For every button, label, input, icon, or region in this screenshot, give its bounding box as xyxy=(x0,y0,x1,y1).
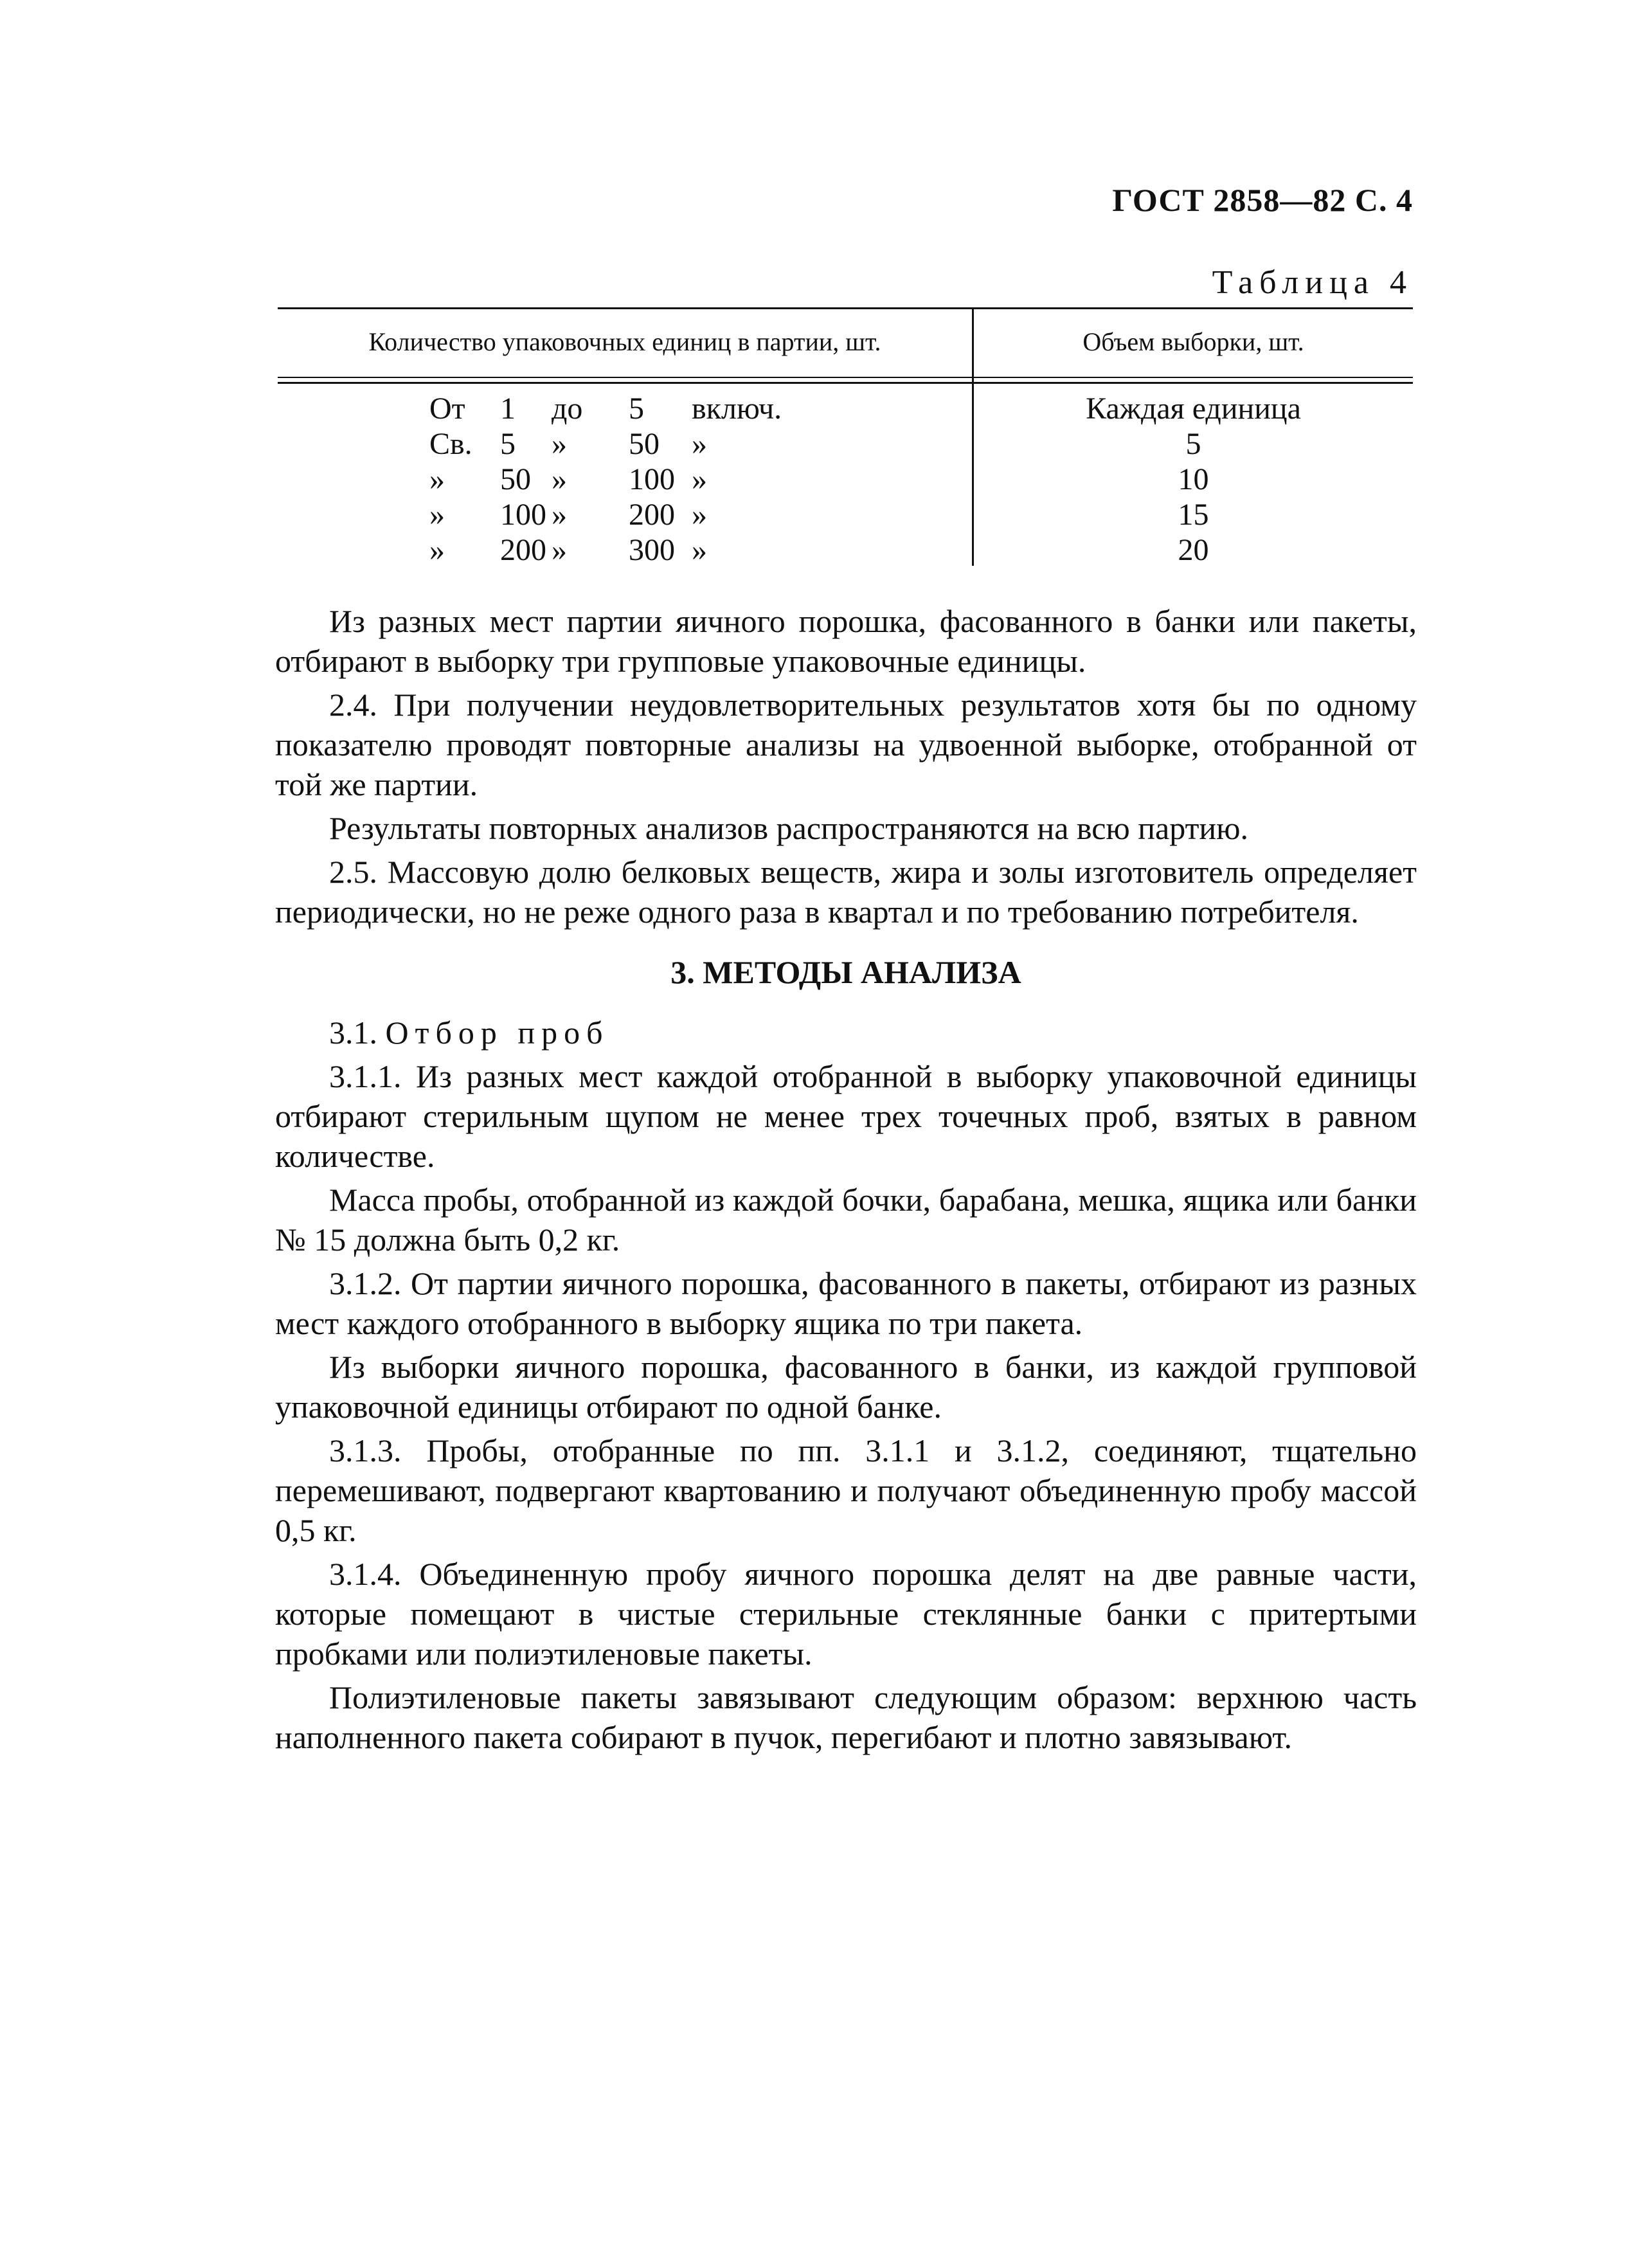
column-header-quantity: Количество упаковочных единиц в партии, шт. xyxy=(368,327,881,356)
table-header-rule-double xyxy=(278,382,1413,384)
paragraph: Из выборки яичного порошка, фасованного в банки, из каждой групповой упаковочной единицы отбирают по одной банке. xyxy=(275,1349,1417,1425)
document-reference: ГОСТ 2858—82 С. 4 xyxy=(1112,182,1413,218)
table-top-rule xyxy=(278,307,1413,309)
subsection-heading xyxy=(275,1013,1417,1052)
paragraph: 3.1.1. Из разных мест каждой отобранной в выборку упаковочной единицы отбирают стерильным щупом не менее трех точечных проб, взятых в равном количестве. xyxy=(275,1058,1417,1174)
paragraph: Полиэтиленовые пакеты завязывают следующим образом: верхнюю часть наполненного пакета собирают в пучок, перегибают и плотно завязывают. xyxy=(275,1679,1417,1755)
table-header-rule xyxy=(278,377,1413,378)
paragraph: Результаты повторных анализов распространяются на всю партию. xyxy=(329,810,1249,846)
table-cell: 5 xyxy=(1185,427,1201,461)
sample-size-column xyxy=(974,391,1413,568)
section-heading: 3. МЕТОДЫ АНАЛИЗА xyxy=(670,954,1021,990)
paragraph: 2.4. При получении неудовлетворительных результатов хотя бы по одному показателю проводят повторные анализы на удвоенной выборке, отобранной от той же партии. xyxy=(275,687,1417,802)
table-cell: 15 xyxy=(1178,498,1209,532)
paragraph: 3.1.3. Пробы, отобранные по пп. 3.1.1 и 3.1.2, соединяют, тщательно перемешивают, подвергают квартованию и получают объединенную пробу массой 0,5 кг. xyxy=(275,1432,1417,1548)
sample-size-table: Количество упаковочных единиц в партии, шт. Объем выборки, шт. От 1 до 5 включ. Св. 5 » 50 » » 50 » 100 » » 100 » 200 » » 200 » 300 » Каждая единица 5 10 15 20 xyxy=(278,307,1413,571)
body-text xyxy=(275,601,1417,1761)
paragraph: 2.5. Массовую долю белковых веществ, жира и золы изготовитель определяет периодически, но не реже одного раза в квартал и по требованию потребителя. xyxy=(275,854,1417,930)
paragraph: 3.1.2. От партии яичного порошка, фасованного в пакеты, отбирают из разных мест каждого отобранного в выборку ящика по три пакета. xyxy=(275,1265,1417,1341)
subsection-number: 3.1. xyxy=(329,1015,377,1051)
paragraph: 3.1.4. Объединенную пробу яичного порошка делят на две равные части, которые помещают в чистые стерильные стеклянные банки с притертыми пробками или полиэтиленовые пакеты. xyxy=(275,1556,1417,1672)
column-header-sample-size: Объем выборки, шт. xyxy=(1082,327,1304,356)
subsection-title: Отбор проб xyxy=(385,1015,609,1051)
paragraph: Масса пробы, отобранной из каждой бочки, барабана, мешка, ящика или банки № 15 должна быть 0,2 кг. xyxy=(275,1182,1417,1258)
table-cell: 20 xyxy=(1178,533,1209,567)
paragraph: Из разных мест партии яичного порошка, фасованного в банки или пакеты, отбирают в выборку три групповые упаковочные единицы. xyxy=(275,603,1417,679)
table-caption: Таблица 4 xyxy=(1212,264,1413,301)
table-cell: Каждая единица xyxy=(1086,392,1301,426)
table-cell: 10 xyxy=(1178,462,1209,496)
